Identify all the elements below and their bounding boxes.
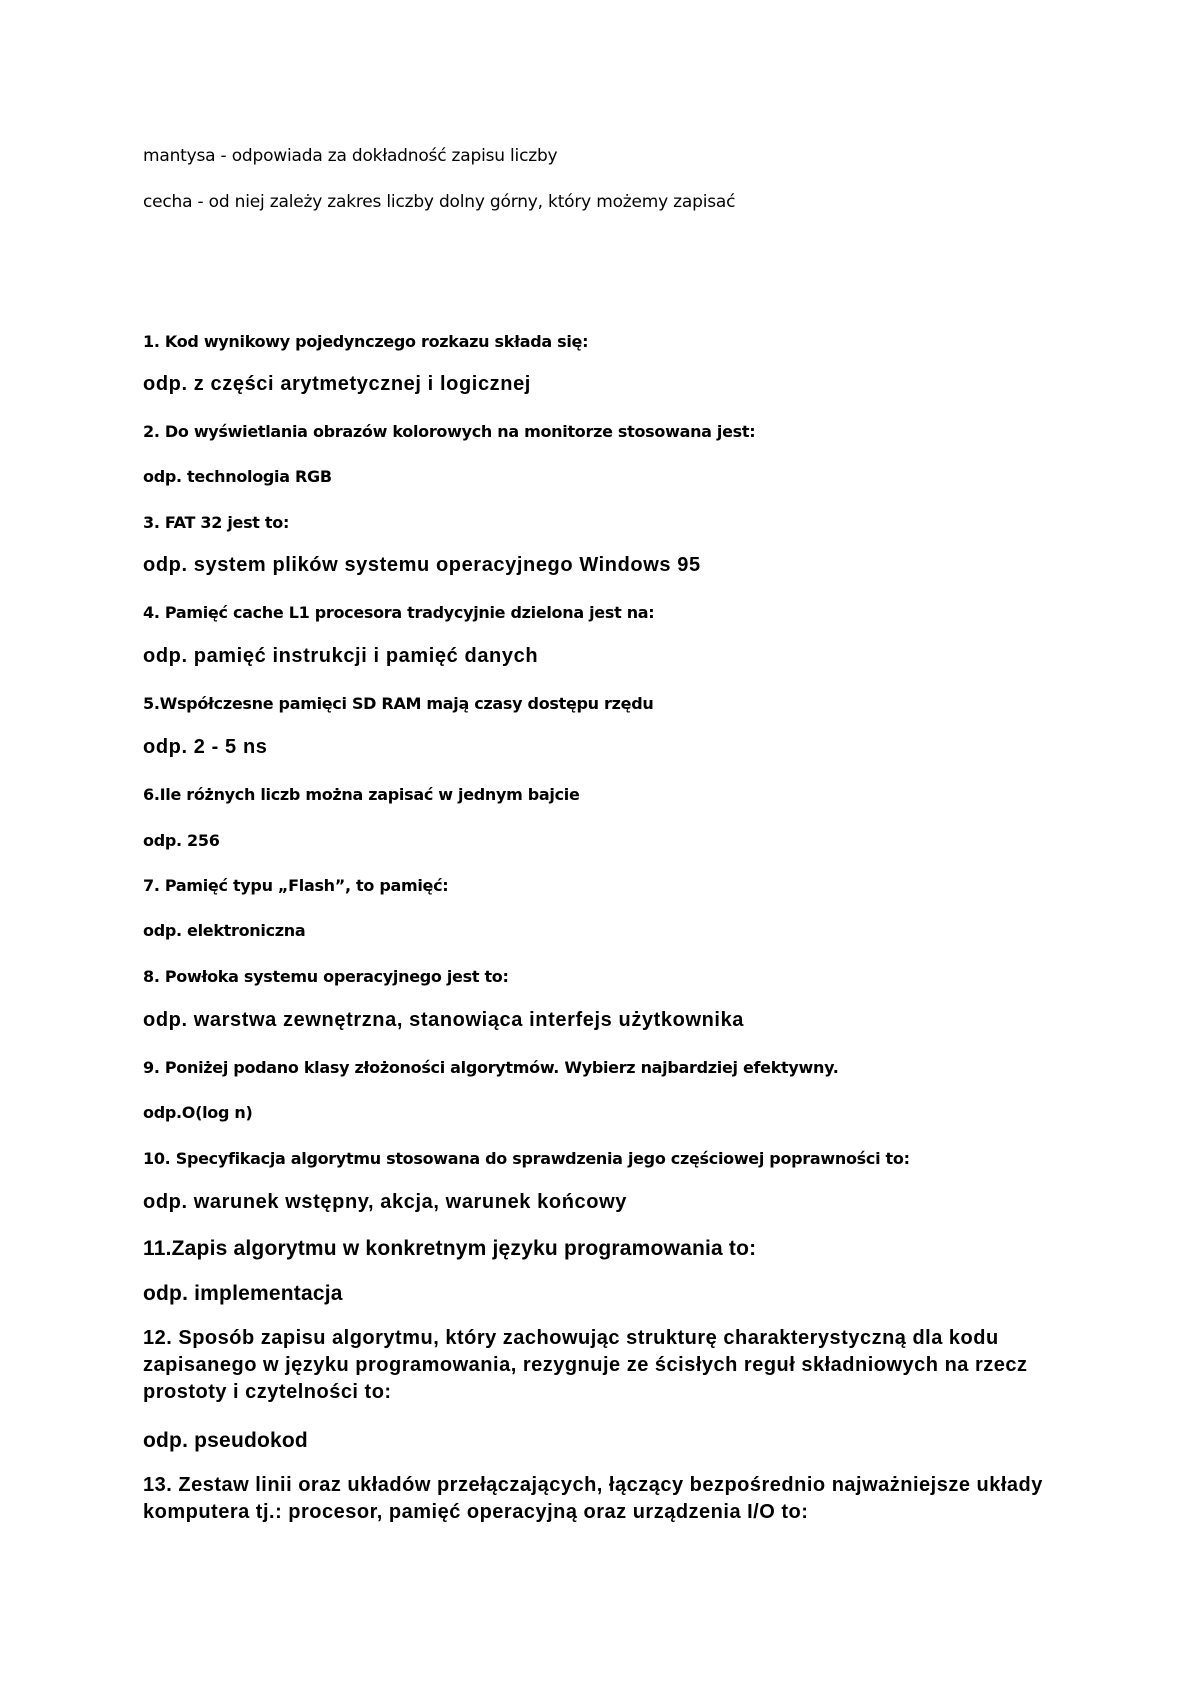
answer-8: odp. warstwa zewnętrzna, stanowiąca interfejs użytkownika — [143, 1009, 745, 1031]
question-13: 13. Zestaw linii oraz układów przełączających, łączący bezpośrednio najważniejsze układy komputera tj.: procesor, pamięć operacyjną oraz urządzenia I/O to: — [143, 1474, 1043, 1523]
question-7: 7. Pamięć typu „Flash”, to pamięć: — [143, 876, 449, 895]
answer-1: odp. z części arytmetycznej i logicznej — [143, 373, 531, 395]
question-4: 4. Pamięć cache L1 procesora tradycyjnie dzielona jest na: — [143, 603, 655, 622]
question-6: 6.Ile różnych liczb można zapisać w jednym bajcie — [143, 785, 580, 804]
question-10: 10. Specyfikacja algorytmu stosowana do sprawdzenia jego częściowej poprawności to: — [143, 1149, 910, 1168]
question-12: 12. Sposób zapisu algorytmu, który zachowując strukturę charakterystyczną dla kodu zapisanego w języku programowania, rezygnuje ze ścisłych reguł składniowych na rzecz prostoty i czytelności to: — [143, 1327, 1028, 1403]
answer-10: odp. warunek wstępny, akcja, warunek końcowy — [143, 1191, 627, 1213]
intro-cecha: cecha - od niej zależy zakres liczby dolny górny, który możemy zapisać — [143, 192, 736, 212]
question-9: 9. Poniżej podano klasy złożoności algorytmów. Wybierz najbardziej efektywny. — [143, 1058, 839, 1077]
answer-6: odp. 256 — [143, 831, 220, 850]
question-8: 8. Powłoka systemu operacyjnego jest to: — [143, 967, 509, 986]
answer-3: odp. system plików systemu operacyjnego Windows 95 — [143, 554, 701, 576]
intro-mantysa: mantysa - odpowiada za dokładność zapisu liczby — [143, 146, 558, 166]
answer-7: odp. elektroniczna — [143, 921, 306, 940]
answer-9: odp.O(log n) — [143, 1103, 253, 1122]
question-3: 3. FAT 32 jest to: — [143, 513, 290, 532]
answer-4: odp. pamięć instrukcji i pamięć danych — [143, 645, 539, 667]
question-11: 11.Zapis algorytmu w konkretnym języku programowania to: — [143, 1237, 757, 1260]
question-2: 2. Do wyświetlania obrazów kolorowych na monitorze stosowana jest: — [143, 422, 756, 441]
answer-12: odp. pseudokod — [143, 1429, 308, 1452]
answer-2: odp. technologia RGB — [143, 467, 332, 486]
answer-5: odp. 2 - 5 ns — [143, 736, 268, 758]
question-1: 1. Kod wynikowy pojedynczego rozkazu składa się: — [143, 332, 589, 351]
question-5: 5.Współczesne pamięci SD RAM mają czasy dostępu rzędu — [143, 694, 654, 713]
answer-11: odp. implementacja — [143, 1282, 343, 1305]
